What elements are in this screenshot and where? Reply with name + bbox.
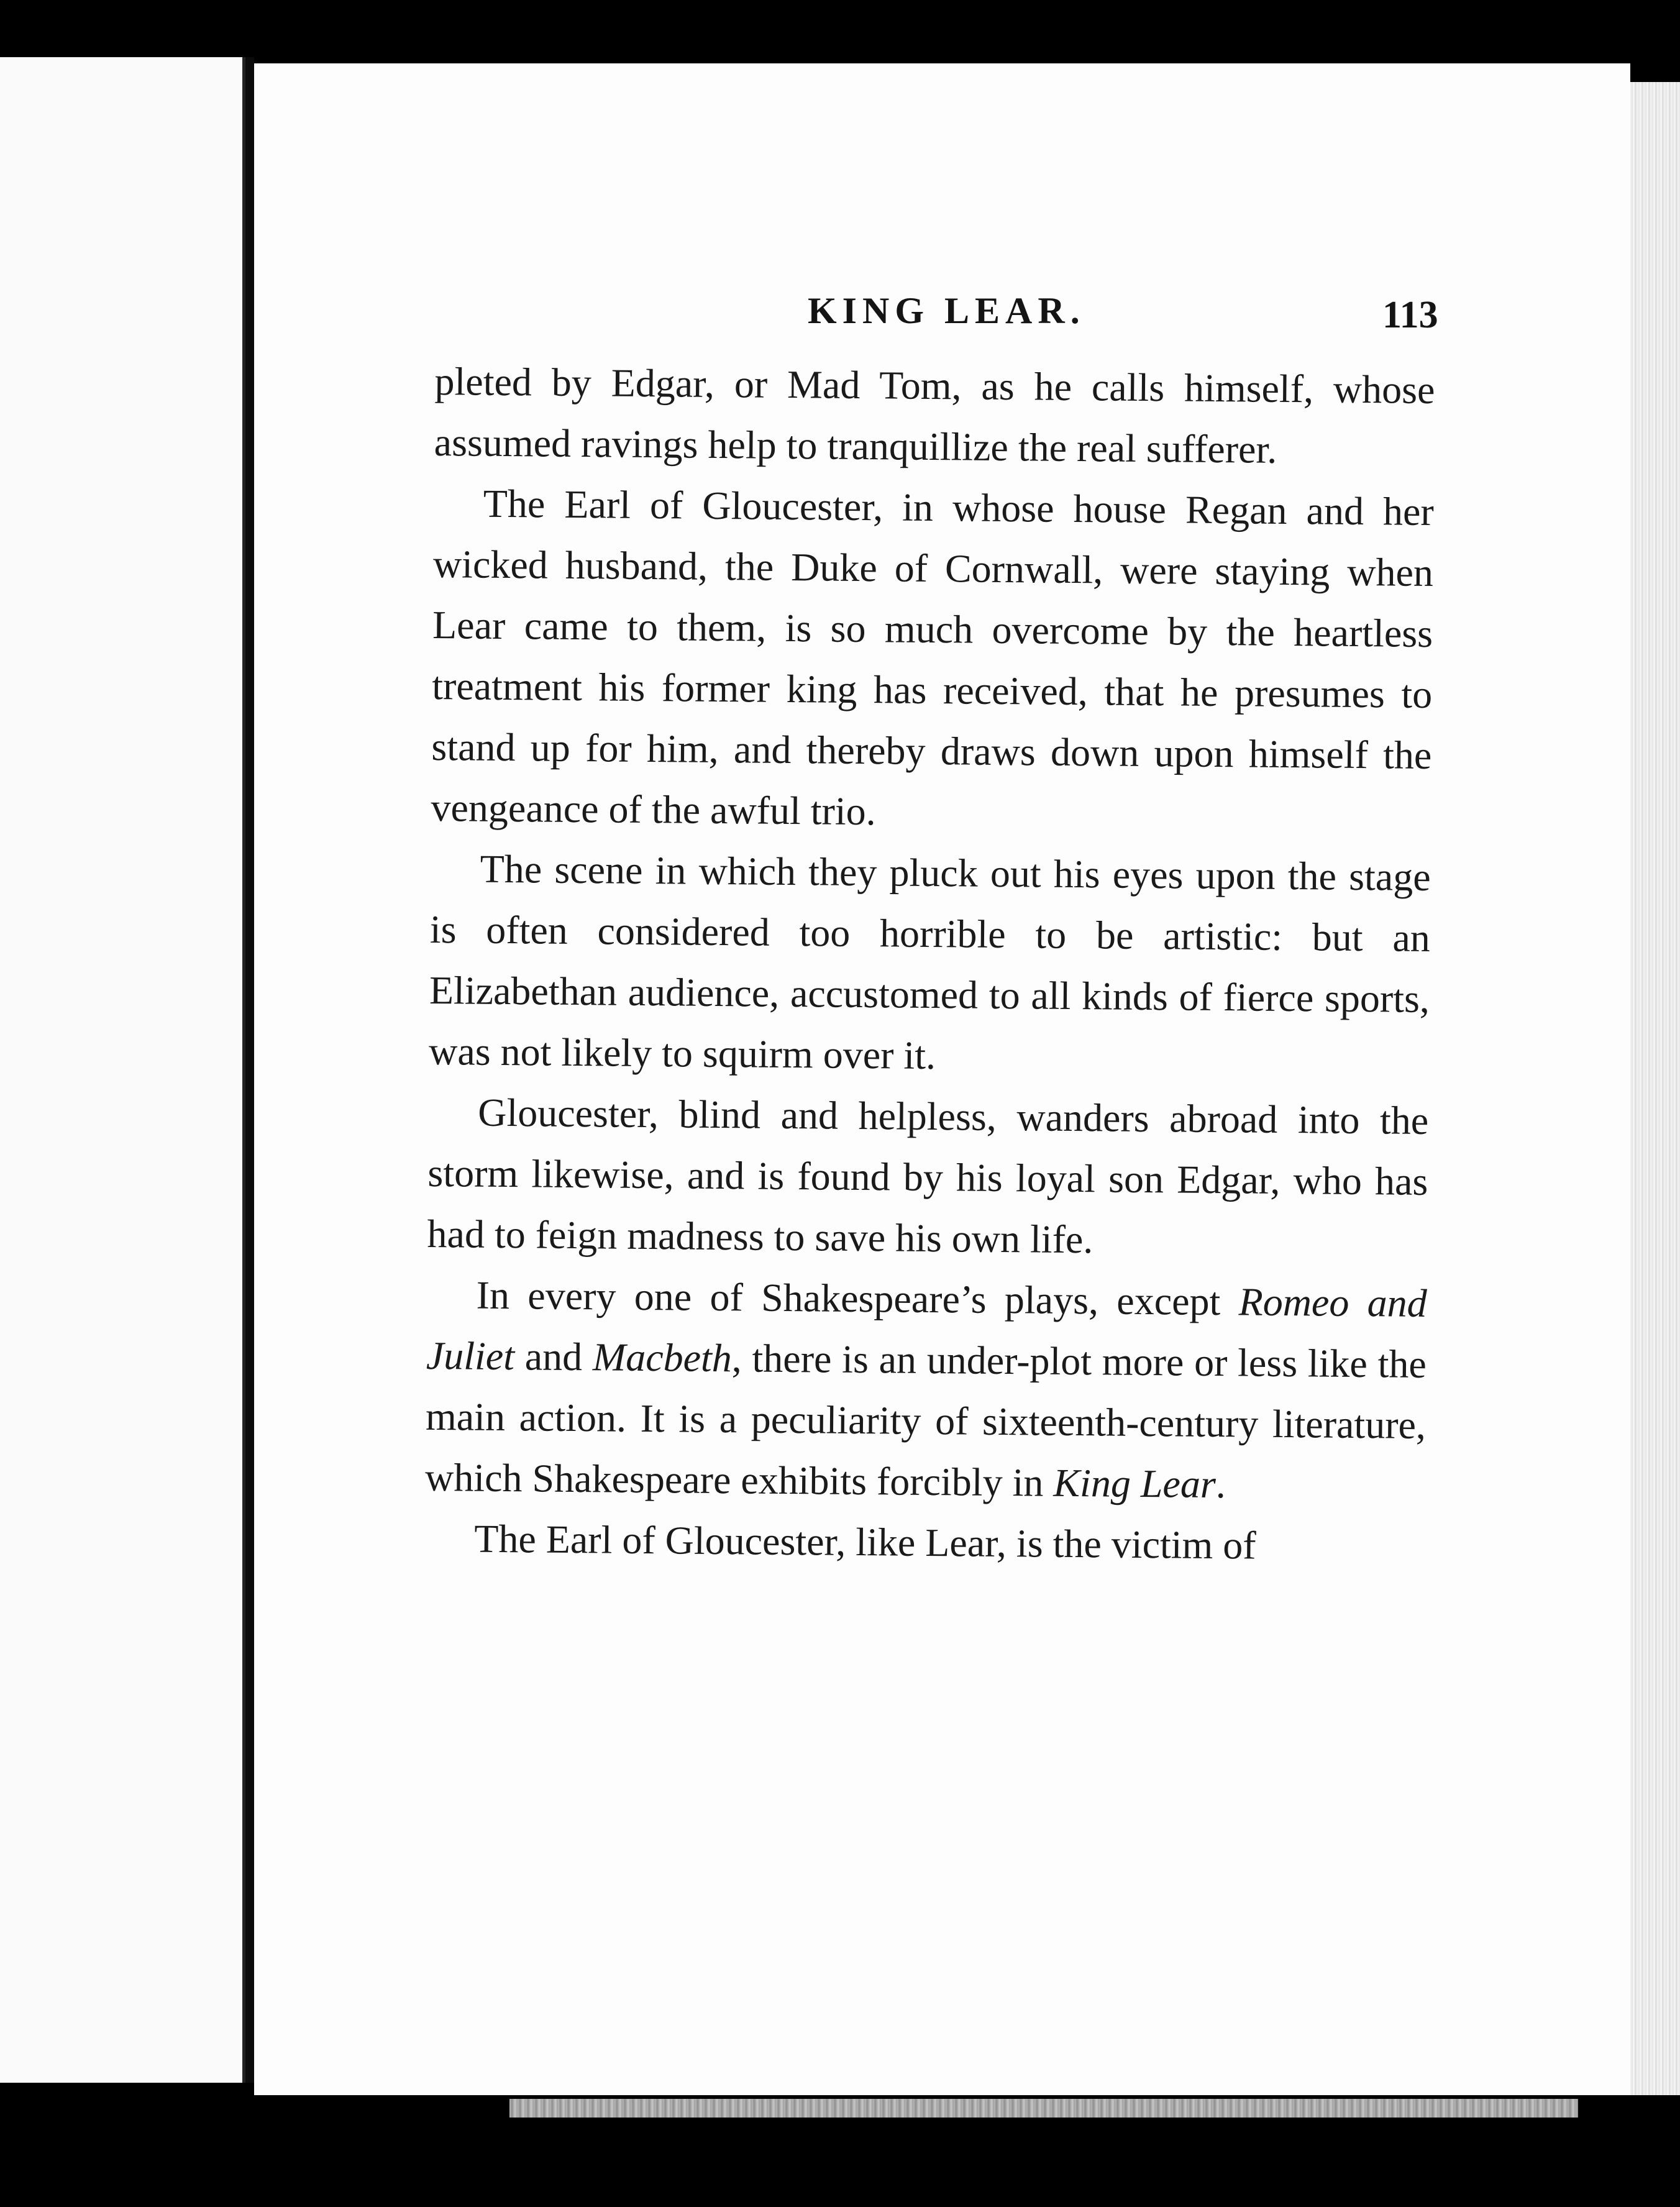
- paragraph-5-text-2: and: [514, 1334, 593, 1379]
- paragraph-5: [425, 1264, 1427, 1517]
- paragraph-4: Gloucester, blind and helpless, wanders abroad into the storm likewise, and is found by his loyal son Edgar, who has had to feign madness to save his own life.: [427, 1090, 1429, 1262]
- paragraph-3: The scene in which they pluck out his eyes upon the stage is often considered too horrible to be artistic: but an Elizabethan audience, accustomed to all kinds of fierce sports, was not likely to squirm over it.: [428, 846, 1431, 1078]
- paragraph-5-text-3: , there is an under-plot more or less like the main action. It is a peculiarity of sixteenth-century literature, which Shakespeare exhibits forcibly in: [424, 1336, 1427, 1505]
- play-title-romeo-and-juliet: Romeo and Juliet: [426, 1279, 1427, 1379]
- paragraph-6: The Earl of Gloucester, like Lear, is the victim of: [474, 1516, 1256, 1568]
- left-page: [0, 57, 245, 2083]
- paragraph-2: The Earl of Gloucester, in whose house Regan and her wicked husband, the Duke of Cornwall, were staying when Lear came to them, is so much overcome by the heartless treatment his former king has received, that he presumes to stand up for him, and thereby draws down upon himself the vengeance of the awful trio.: [431, 481, 1435, 834]
- body-text: [424, 351, 1435, 1578]
- page-edge: [1630, 82, 1680, 2095]
- play-title-king-lear: King Lear: [1053, 1460, 1217, 1507]
- paragraph-5-text-1: In every one of Shakespeare’s plays, except: [476, 1273, 1239, 1324]
- page-number: 113: [1382, 294, 1438, 336]
- book-gutter: [245, 57, 254, 2083]
- bottom-page-edge: [509, 2099, 1578, 2118]
- paragraph-1: pleted by Edgar, or Mad Tom, as he calls himself, whose assumed ravings help to tranquillize the real sufferer.: [434, 359, 1435, 472]
- running-head: KING LEAR.: [808, 290, 1085, 331]
- paragraph-5-text-4: .: [1215, 1462, 1226, 1507]
- play-title-macbeth: Macbeth: [592, 1335, 733, 1381]
